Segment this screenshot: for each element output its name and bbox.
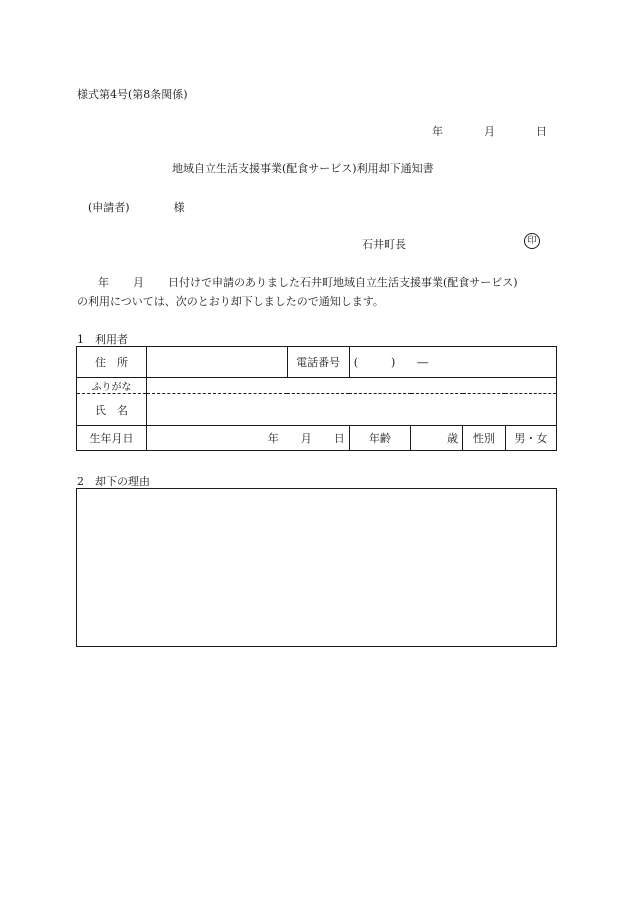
body-year: 年 <box>98 276 109 289</box>
body-month: 月 <box>133 276 144 289</box>
section-2-heading: 2 却下の理由 <box>77 475 150 488</box>
phone-label: 電話番号 <box>287 347 349 378</box>
phone-field[interactable]: ( ) ― <box>349 347 556 378</box>
furigana-field[interactable] <box>147 378 557 394</box>
body-line-2: の利用については、次のとおり却下しましたので通知します。 <box>77 295 384 308</box>
body-line1-rest: 日付けで申請のありました石井町地域自立生活支援事業(配食サービス) <box>168 276 518 289</box>
addressee-label: (申請者) <box>88 201 130 214</box>
seal-mark: 印 <box>524 233 540 249</box>
name-label: 氏 名 <box>77 394 147 426</box>
user-info-table <box>76 346 557 451</box>
age-field[interactable]: 歳 <box>411 426 463 451</box>
birth-label: 生年月日 <box>77 426 147 451</box>
form-number: 様式第4号(第8条関係) <box>77 88 188 101</box>
date-day: 日 <box>536 125 547 138</box>
birth-row <box>77 426 557 451</box>
section-1-heading: 1 利用者 <box>77 333 128 346</box>
address-field[interactable] <box>147 347 288 378</box>
furigana-row <box>77 378 557 394</box>
birth-date-field[interactable]: 年 月 日 <box>147 426 350 451</box>
addressee <box>88 199 185 215</box>
date-line <box>432 123 547 139</box>
address-label: 住 所 <box>77 347 147 378</box>
address-row <box>77 347 557 378</box>
name-field[interactable] <box>147 394 557 426</box>
document-title: 地域自立生活支援事業(配食サービス)利用却下通知書 <box>172 162 434 175</box>
rejection-reason-box[interactable] <box>76 488 557 647</box>
addressee-suffix: 様 <box>173 201 185 214</box>
date-year: 年 <box>432 125 443 138</box>
date-month: 月 <box>484 125 495 138</box>
furigana-label: ふりがな <box>77 378 147 394</box>
age-label: 年齢 <box>349 426 410 451</box>
name-row <box>77 394 557 426</box>
sex-label: 性別 <box>463 426 506 451</box>
sex-options[interactable]: 男・女 <box>505 426 556 451</box>
issuer-mayor: 石井町長 <box>362 238 406 251</box>
body-line-1 <box>98 274 518 290</box>
